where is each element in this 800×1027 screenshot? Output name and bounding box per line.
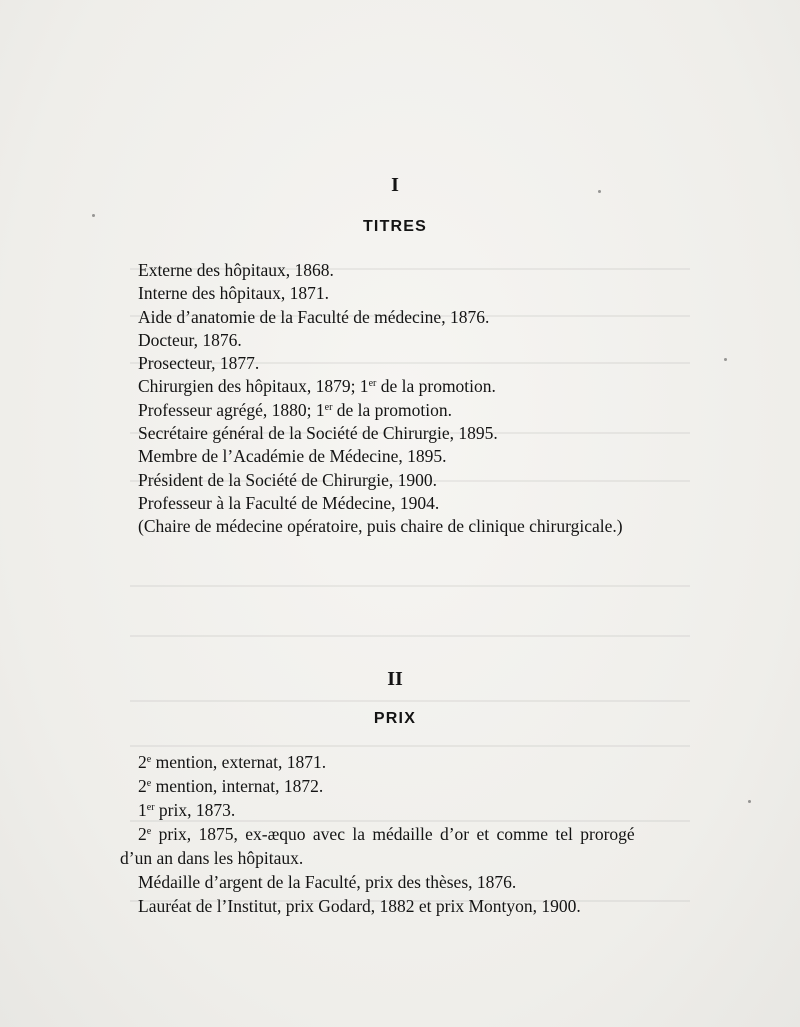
titres-entry — [138, 259, 698, 282]
entry-text-after: prix, 1875, ex-æquo avec la médaille d’or et comme tel prorogé — [151, 824, 635, 844]
prix-entry — [120, 822, 680, 870]
section-heading-titres: TITRES — [362, 218, 428, 235]
titres-entry — [138, 492, 698, 515]
ordinal-superscript: er — [368, 378, 377, 390]
section-numeral-titres: I — [391, 174, 399, 196]
prix-entry — [120, 870, 680, 894]
entry-text: (Chaire de médecine opératoire, puis chaire de clinique chirurgicale.) — [138, 516, 623, 537]
entry-text-after: prix, 1873. — [154, 800, 236, 820]
entry-text: Médaille d’argent de la Faculté, prix des thèses, 1876. — [138, 872, 517, 892]
ordinal-superscript: er — [324, 401, 333, 413]
titres-entry — [138, 515, 698, 538]
speck — [724, 358, 727, 361]
titres-list — [138, 259, 698, 539]
entry-text: Docteur, 1876. — [138, 329, 242, 350]
entry-text: Lauréat de l’Institut, prix Godard, 1882 et prix Montyon, 1900. — [138, 896, 581, 916]
entry-text-before: Chirurgien des hôpitaux, 1879; 1 — [138, 376, 369, 397]
titres-entry — [138, 422, 698, 445]
prix-entry — [120, 774, 680, 798]
entry-text-before: Professeur agrégé, 1880; 1 — [138, 399, 325, 420]
entry-text-before: 1 — [138, 800, 147, 820]
titres-entry — [138, 375, 698, 398]
titres-entry — [138, 399, 698, 422]
entry-text-after: de la promotion. — [376, 376, 496, 397]
entry-text: Externe des hôpitaux, 1868. — [138, 260, 334, 280]
entry-text: Interne des hôpitaux, 1871. — [138, 283, 329, 304]
ordinal-superscript: e — [146, 778, 152, 789]
bleed-through-line — [130, 700, 690, 702]
speck — [748, 800, 751, 803]
entry-text-before: 2 — [138, 776, 147, 796]
titres-entry — [138, 329, 698, 352]
entry-text-after: mention, externat, 1871. — [151, 752, 327, 772]
bleed-through-line — [130, 745, 690, 747]
entry-text: Président de la Société de Chirurgie, 1900. — [138, 469, 438, 490]
titres-entry — [138, 306, 698, 329]
titres-entry — [138, 469, 698, 492]
entry-text: Professeur à la Faculté de Médecine, 1904. — [138, 492, 440, 513]
entry-text-before: 2 — [138, 752, 147, 772]
ordinal-superscript: e — [146, 826, 152, 837]
entry-text: Secrétaire général de la Société de Chirurgie, 1895. — [138, 423, 498, 444]
prix-entry — [120, 750, 680, 774]
titres-entry — [138, 445, 698, 468]
section-heading-prix: PRIX — [373, 710, 417, 727]
entry-text: Aide d’anatomie de la Faculté de médecine, 1876. — [138, 306, 490, 327]
entry-text: Prosecteur, 1877. — [138, 353, 260, 374]
bleed-through-line — [130, 585, 690, 587]
entry-continuation: d’un an dans les hôpitaux. — [120, 848, 304, 868]
titres-entry — [138, 282, 698, 305]
entry-text-before: 2 — [138, 824, 147, 844]
prix-entry — [120, 894, 680, 918]
entry-text-after: mention, internat, 1872. — [151, 776, 324, 796]
speck — [92, 214, 95, 217]
ordinal-superscript: e — [146, 754, 152, 765]
entry-text-after: de la promotion. — [332, 399, 452, 420]
entry-text: Membre de l’Académie de Médecine, 1895. — [138, 446, 447, 467]
ordinal-superscript: er — [146, 802, 155, 813]
prix-list — [120, 750, 680, 918]
bleed-through-line — [130, 635, 690, 637]
section-numeral-prix: II — [387, 668, 403, 690]
prix-entry — [120, 798, 680, 822]
titres-entry — [138, 352, 698, 375]
